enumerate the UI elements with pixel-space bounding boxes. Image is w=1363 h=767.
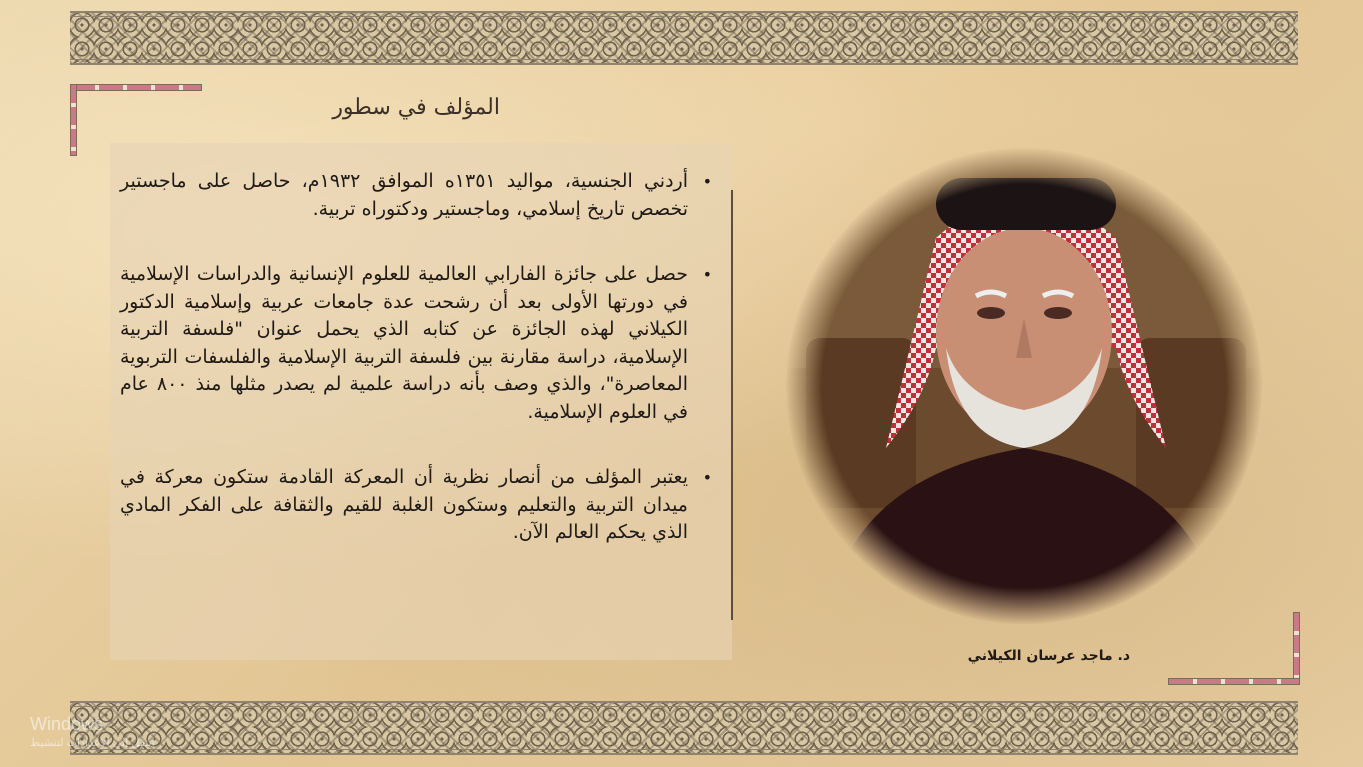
corner-decoration-bottom-right — [1168, 678, 1300, 685]
portrait-illustration — [786, 148, 1262, 624]
panel-divider — [731, 190, 733, 620]
list-item — [120, 261, 726, 426]
corner-decoration-bottom-right-vertical — [1293, 612, 1300, 684]
author-portrait — [786, 148, 1262, 624]
bottom-ornamental-border — [70, 701, 1298, 755]
bullet-marker: • — [702, 265, 712, 284]
watermark-line-2: انتقل إلى الإعدادات لتنشيط — [30, 737, 155, 749]
corner-decoration-top-left — [70, 84, 202, 91]
top-ornamental-border — [70, 11, 1298, 65]
bullet-text: أردني الجنسية، مواليد ١٣٥١ه الموافق ١٩٣٢م، حاصل على ماجستير تخصص تاريخ إسلامي، وماجستير ودكتوراه تربية. — [120, 170, 689, 220]
bullet-text: يعتبر المؤلف من أنصار نظرية أن المعركة القادمة ستكون معركة في ميدان التربية والتعليم وستكون الغلبة للقيم والثقافة على الفكر المادي الذي يحكم العالم الآن. — [120, 466, 688, 543]
portrait-caption: د. ماجد عرسان الكيلاني — [967, 648, 1130, 664]
list-item — [120, 464, 726, 547]
bullet-marker: • — [702, 468, 712, 487]
slide-title: المؤلف في سطور — [332, 95, 500, 120]
list-item — [120, 168, 726, 223]
bullet-text: حصل على جائزة الفارابي العالمية للعلوم الإنسانية والدراسات الإسلامية في دورتها الأولى بعد أن رشحت عدة جامعات عربية وإسلامية الدكتور الكيلاني لهذه الجائزة عن كتابه الذي يحمل عنوان "فلسفة التربية الإسلامية، دراسة مقارنة بين فلسفة التربية الإسلامية والفلسفات التربوية المعاصرة"، والذي وصف بأنه دراسة علمية لم يصدر مثلها منذ ٨٠٠ عام في العلوم الإسلامية. — [120, 263, 688, 423]
activation-watermark — [30, 712, 210, 757]
corner-decoration-top-left-vertical — [70, 84, 77, 156]
watermark-line-1: Windows — [30, 714, 104, 734]
bullet-list — [120, 168, 726, 547]
bullet-marker: • — [702, 172, 712, 191]
